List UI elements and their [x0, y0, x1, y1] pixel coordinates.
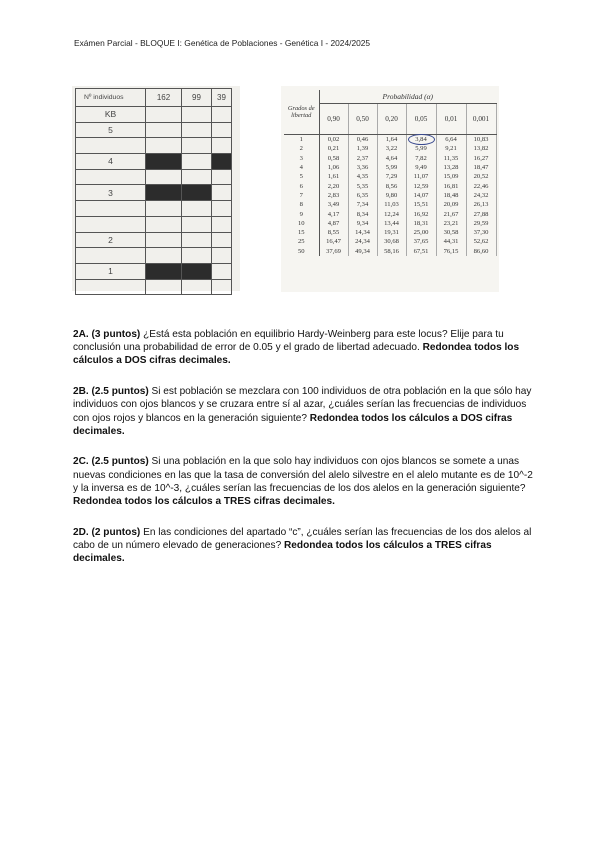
page-header: Exámen Parcial - BLOQUE I: Genética de Poblaciones - Genética I - 2024/2025	[74, 38, 371, 48]
chi-value-cell	[348, 247, 377, 256]
chi-row	[284, 209, 496, 218]
chi-value-cell	[348, 209, 377, 218]
probability-column-header: 0,20	[377, 104, 406, 135]
chi-value-cell	[436, 181, 466, 190]
gel-cell	[182, 279, 212, 295]
allele-size-label	[76, 201, 146, 217]
allele-size-label	[76, 169, 146, 185]
question-text: Si est población se mezclara con 100 individuos de otra población en la que sólo hay individuos con ojos blancos y se cruzara entre sí al azar, ¿cuáles serían las frecuencias de individuos con ojos rojos y blancos en la generación siguiente?	[73, 386, 532, 424]
chi-value: 76,15	[443, 247, 459, 255]
chi-value: 8,34	[356, 210, 369, 218]
chi-value: 5,99	[385, 164, 398, 172]
chi-value-cell	[319, 163, 348, 172]
chi-value-cell	[348, 200, 377, 209]
chi-value: 16,47	[326, 238, 341, 246]
chi-value: 1,39	[356, 145, 369, 153]
gel-cell	[146, 201, 182, 217]
allele-size-label: 3	[76, 185, 146, 201]
chi-value-cell	[319, 237, 348, 246]
chi-value-cell	[319, 181, 348, 190]
chi-value: 20,09	[443, 201, 459, 209]
gel-cell	[212, 232, 232, 248]
chi-value: 13,28	[443, 164, 459, 172]
gel-cell	[182, 232, 212, 248]
chi-value: 4,87	[327, 219, 340, 227]
degrees-of-freedom-cell: 25	[284, 237, 319, 246]
chi-value-cell	[436, 135, 466, 145]
circled-critical-value	[406, 135, 436, 145]
probability-column-header: 0,90	[319, 104, 348, 135]
gel-cell	[182, 169, 212, 185]
chi-value-cell	[348, 172, 377, 181]
gel-cell	[146, 107, 182, 123]
gel-row	[76, 169, 232, 185]
chi-value-cell	[377, 219, 406, 228]
question-label: 2B. (2.5 puntos)	[73, 386, 149, 398]
chi-value: 23,21	[443, 219, 459, 227]
question-2d	[73, 526, 533, 566]
chi-value-cell	[348, 135, 377, 145]
chi-value-cell	[466, 191, 496, 200]
chi-value-cell	[466, 247, 496, 256]
question-text: En las condiciones del apartado “c”, ¿cuáles serían las frecuencias de los dos alelos al cabo de un número elevado de generaciones?	[73, 526, 532, 551]
chi-value: 30,68	[384, 238, 399, 246]
gel-header-label: Nº individuos	[76, 89, 146, 107]
degrees-of-freedom-cell: 2	[284, 144, 319, 153]
chi-value-cell	[348, 219, 377, 228]
chi-value: 3,84	[415, 136, 427, 144]
question-text: ¿Está esta población en equilibrio Hardy-Weinberg para este locus? Elije para tu conclusión una probabilidad de error de 0.05 y el grado de libertad adecuado.	[73, 329, 504, 354]
gel-cell	[182, 107, 212, 123]
chi-value-cell	[436, 247, 466, 256]
chi-value-cell	[319, 135, 348, 145]
chi-value: 4,17	[327, 210, 340, 218]
gel-cell	[212, 122, 232, 138]
chi-value: 8,56	[385, 182, 398, 190]
chi-value-cell	[436, 163, 466, 172]
chi-value: 67,51	[413, 247, 429, 255]
chi-value: 3,36	[356, 164, 369, 172]
chi-value: 9,34	[356, 219, 369, 227]
gel-cell	[182, 201, 212, 217]
gel-cell	[182, 138, 212, 154]
chi-value-cell	[436, 154, 466, 163]
chi-value-cell	[377, 172, 406, 181]
question-label: 2C. (2.5 puntos)	[73, 456, 149, 468]
chi-value: 11,07	[413, 173, 429, 181]
chi-row	[284, 154, 496, 163]
probability-column-header: 0,001	[466, 104, 496, 135]
chi-value-cell	[319, 228, 348, 237]
degrees-of-freedom-cell: 10	[284, 219, 319, 228]
chi-value: 86,60	[473, 247, 489, 255]
chi-value-cell	[406, 144, 436, 153]
chi-value-cell	[348, 191, 377, 200]
chi-value: 0,02	[327, 136, 340, 144]
chi-value-cell	[377, 144, 406, 153]
chi-value-cell	[466, 228, 496, 237]
chi-value-cell	[436, 200, 466, 209]
gel-cell	[182, 216, 212, 232]
gel-cell	[212, 169, 232, 185]
chi-value: 13,82	[473, 145, 489, 153]
chi-value-cell	[319, 219, 348, 228]
chi-value-cell	[377, 228, 406, 237]
gel-cell	[146, 279, 182, 295]
gel-band	[182, 263, 212, 279]
chi-row	[284, 181, 496, 190]
chi-value: 4,64	[385, 154, 398, 162]
chi-value-cell	[348, 237, 377, 246]
chi-value-cell	[377, 209, 406, 218]
probability-title: Probabilidad (α)	[319, 90, 496, 104]
chi-value-cell	[377, 237, 406, 246]
chi-value: 24,34	[355, 238, 370, 246]
chi-row	[284, 219, 496, 228]
chi-row	[284, 200, 496, 209]
chi-value: 1,64	[385, 136, 398, 144]
degrees-of-freedom-cell: 5	[284, 172, 319, 181]
questions-section	[73, 328, 533, 583]
gel-row	[76, 201, 232, 217]
chi-value: 16,81	[443, 182, 459, 190]
chi-value-cell	[377, 191, 406, 200]
gel-row	[76, 185, 232, 201]
rounding-instruction: Redondea todos los cálculos a DOS cifras decimales.	[73, 412, 513, 437]
chi-value: 12,24	[384, 210, 399, 218]
degrees-of-freedom-cell: 9	[284, 209, 319, 218]
chi-value: 1,61	[327, 173, 340, 181]
chi-value: 58,16	[384, 247, 399, 255]
gel-band	[182, 185, 212, 201]
chi-value-cell	[466, 200, 496, 209]
chi-value-cell	[377, 154, 406, 163]
allele-size-label	[76, 248, 146, 264]
chi-value-cell	[466, 219, 496, 228]
chi-value-cell	[319, 191, 348, 200]
chi-value-cell	[436, 209, 466, 218]
chi-value-cell	[436, 219, 466, 228]
gel-cell	[212, 185, 232, 201]
chi-value: 9,49	[415, 164, 427, 172]
gel-row	[76, 232, 232, 248]
chi-value: 5,99	[415, 145, 427, 153]
gel-band	[146, 263, 182, 279]
chi-value-cell	[436, 191, 466, 200]
chi-value: 27,88	[473, 210, 489, 218]
chi-value-cell	[436, 144, 466, 153]
chi-title-row	[284, 90, 496, 104]
chi-value-cell	[348, 144, 377, 153]
chi-value: 2,37	[356, 154, 369, 162]
chi-value-cell	[436, 172, 466, 181]
chi-value-cell	[406, 172, 436, 181]
gel-cell	[146, 248, 182, 264]
question-2b	[73, 385, 533, 438]
allele-size-label	[76, 216, 146, 232]
chi-value: 0,21	[327, 145, 340, 153]
chi-value-cell	[319, 172, 348, 181]
rounding-instruction: Redondea todos los cálculos a DOS cifras decimales.	[73, 342, 520, 367]
chi-value-cell	[466, 154, 496, 163]
gel-band	[212, 154, 232, 170]
gel-row	[76, 263, 232, 279]
chi-value-cell	[319, 200, 348, 209]
gel-cell	[212, 279, 232, 295]
allele-size-label: 5	[76, 122, 146, 138]
gel-table-image	[72, 86, 240, 291]
chi-value: 0,58	[327, 154, 340, 162]
gel-cell	[212, 263, 232, 279]
chi-value: 22,46	[473, 182, 489, 190]
question-label: 2D. (2 puntos)	[73, 526, 141, 538]
chi-value: 6,35	[356, 191, 369, 199]
chi-value: 37,65	[413, 238, 429, 246]
gel-cell	[182, 154, 212, 170]
gel-column-header: 162	[146, 89, 182, 107]
chi-value: 44,31	[443, 238, 459, 246]
chi-value-cell	[406, 219, 436, 228]
probability-column-header: 0,01	[436, 104, 466, 135]
gel-cell	[212, 138, 232, 154]
chi-value: 37,30	[473, 229, 489, 237]
degrees-of-freedom-cell: 6	[284, 181, 319, 190]
degrees-of-freedom-cell: 1	[284, 135, 319, 145]
chi-row	[284, 163, 496, 172]
gel-row	[76, 154, 232, 170]
chi-value: 7,34	[356, 201, 369, 209]
degrees-of-freedom-cell: 15	[284, 228, 319, 237]
chi-value-cell	[377, 247, 406, 256]
chi-value: 2,83	[327, 191, 340, 199]
chi-value: 18,31	[413, 219, 429, 227]
gel-cell	[212, 201, 232, 217]
chi-value-cell	[348, 228, 377, 237]
chi-value: 18,48	[443, 191, 459, 199]
chi-value-cell	[348, 181, 377, 190]
allele-size-label	[76, 279, 146, 295]
chi-value: 11,03	[384, 201, 399, 209]
rounding-instruction: Redondea todos los cálculos a TRES cifras decimales.	[73, 539, 492, 565]
chi-value: 24,32	[473, 191, 489, 199]
chi-row	[284, 247, 496, 256]
chi-value: 52,62	[473, 238, 489, 246]
chi-value: 9,80	[385, 191, 398, 199]
chi-row	[284, 135, 496, 145]
probability-column-header: 0,50	[348, 104, 377, 135]
chi-value-cell	[377, 200, 406, 209]
chi-value: 21,67	[443, 210, 459, 218]
gel-row	[76, 138, 232, 154]
gel-row	[76, 216, 232, 232]
gel-band	[146, 185, 182, 201]
degrees-of-freedom-cell: 7	[284, 191, 319, 200]
chi-value-cell	[377, 163, 406, 172]
gel-table	[75, 88, 232, 295]
question-2c	[73, 455, 533, 508]
hand-drawn-circle	[408, 134, 435, 145]
allele-size-label	[76, 138, 146, 154]
question-label: 2A. (3 puntos)	[73, 329, 141, 340]
chi-value: 11,35	[443, 154, 459, 162]
degrees-of-freedom-cell: 4	[284, 163, 319, 172]
chi-value: 26,13	[473, 201, 489, 209]
chi-value: 19,31	[384, 229, 399, 237]
chi-value-cell	[406, 209, 436, 218]
chi-value: 3,22	[385, 145, 398, 153]
chi-value: 9,21	[445, 145, 457, 153]
gel-band	[146, 154, 182, 170]
gel-column-header: 39	[212, 89, 232, 107]
chi-value: 15,09	[443, 173, 459, 181]
chi-value-cell	[348, 163, 377, 172]
chi-value-cell	[406, 154, 436, 163]
chi-value: 37,69	[326, 247, 341, 255]
chi-square-table	[284, 90, 497, 256]
gel-cell	[182, 122, 212, 138]
gel-cell	[146, 138, 182, 154]
chi-value: 15,51	[413, 201, 429, 209]
chi-value-cell	[466, 163, 496, 172]
chi-value: 0,46	[356, 136, 369, 144]
chi-row	[284, 144, 496, 153]
chi-value: 20,52	[473, 173, 489, 181]
question-text: Si una población en la que solo hay individuos con ojos blancos se somete a unas nuevas condiciones en las que la tasa de conversión del alelo silvestre en el alelo mutante es de 10^-2 y la inversa es de 10^-3, ¿cuáles serían las frecuencias de los dos alelos en la generación siguiente?	[73, 456, 533, 494]
chi-value-cell	[319, 209, 348, 218]
gel-cell	[212, 216, 232, 232]
allele-size-label: KB	[76, 107, 146, 123]
gel-cell	[146, 169, 182, 185]
chi-value-cell	[406, 200, 436, 209]
gel-cell	[146, 216, 182, 232]
chi-value: 4,35	[356, 173, 369, 181]
chi-value: 3,49	[327, 201, 340, 209]
chi-value-cell	[466, 209, 496, 218]
chi-value-cell	[406, 191, 436, 200]
chi-value-cell	[348, 154, 377, 163]
allele-size-label: 1	[76, 263, 146, 279]
gel-cell	[212, 248, 232, 264]
chi-value: 7,82	[415, 154, 427, 162]
degrees-of-freedom-cell: 8	[284, 200, 319, 209]
chi-value-cell	[466, 181, 496, 190]
chi-value: 14,34	[355, 229, 370, 237]
chi-value: 13,44	[384, 219, 399, 227]
chi-value-cell	[466, 135, 496, 145]
chi-row	[284, 172, 496, 181]
chi-value-cell	[466, 144, 496, 153]
chi-value: 8,55	[327, 229, 340, 237]
chi-value: 10,83	[473, 136, 489, 144]
chi-value-cell	[377, 181, 406, 190]
chi-value: 18,47	[473, 164, 489, 172]
question-2a	[73, 328, 533, 368]
chi-row	[284, 191, 496, 200]
chi-value: 29,59	[473, 219, 489, 227]
chi-value-cell	[466, 237, 496, 246]
chi-value: 2,20	[327, 182, 340, 190]
degrees-of-freedom-header: Grados de libertad	[284, 90, 319, 135]
chi-value: 7,29	[385, 173, 398, 181]
gel-row	[76, 279, 232, 295]
chi-value: 30,58	[443, 229, 459, 237]
chi-value-cell	[406, 181, 436, 190]
allele-size-label: 4	[76, 154, 146, 170]
chi-value-cell	[319, 154, 348, 163]
chi-value: 14,07	[413, 191, 429, 199]
chi-value: 16,27	[473, 154, 489, 162]
gel-row	[76, 107, 232, 123]
chi-value-cell	[406, 247, 436, 256]
allele-size-label: 2	[76, 232, 146, 248]
chi-row	[284, 228, 496, 237]
chi-value: 5,35	[356, 182, 369, 190]
chi-value-cell	[406, 228, 436, 237]
gel-column-header: 99	[182, 89, 212, 107]
rounding-instruction: Redondea todos los cálculos a TRES cifras decimales.	[73, 496, 335, 508]
gel-header-row	[76, 89, 232, 107]
probability-column-header: 0,05	[406, 104, 436, 135]
chi-value-cell	[319, 247, 348, 256]
chi-value: 49,34	[355, 247, 370, 255]
chi-value-cell	[377, 135, 406, 145]
chi-value: 6,64	[445, 136, 457, 144]
chi-value: 1,06	[327, 164, 340, 172]
chi-value-cell	[436, 237, 466, 246]
chi-value-cell	[319, 144, 348, 153]
chi-value-cell	[406, 163, 436, 172]
chi-value: 12,59	[413, 182, 429, 190]
chi-square-table-image	[281, 86, 499, 292]
degrees-of-freedom-cell: 3	[284, 154, 319, 163]
chi-value: 16,92	[413, 210, 429, 218]
gel-cell	[182, 248, 212, 264]
degrees-of-freedom-cell: 50	[284, 247, 319, 256]
chi-value-cell	[436, 228, 466, 237]
gel-row	[76, 248, 232, 264]
chi-row	[284, 237, 496, 246]
chi-value-cell	[466, 172, 496, 181]
gel-cell	[146, 122, 182, 138]
chi-value: 25,00	[413, 229, 429, 237]
chi-value-cell	[406, 237, 436, 246]
gel-row	[76, 122, 232, 138]
gel-cell	[212, 107, 232, 123]
gel-cell	[146, 232, 182, 248]
